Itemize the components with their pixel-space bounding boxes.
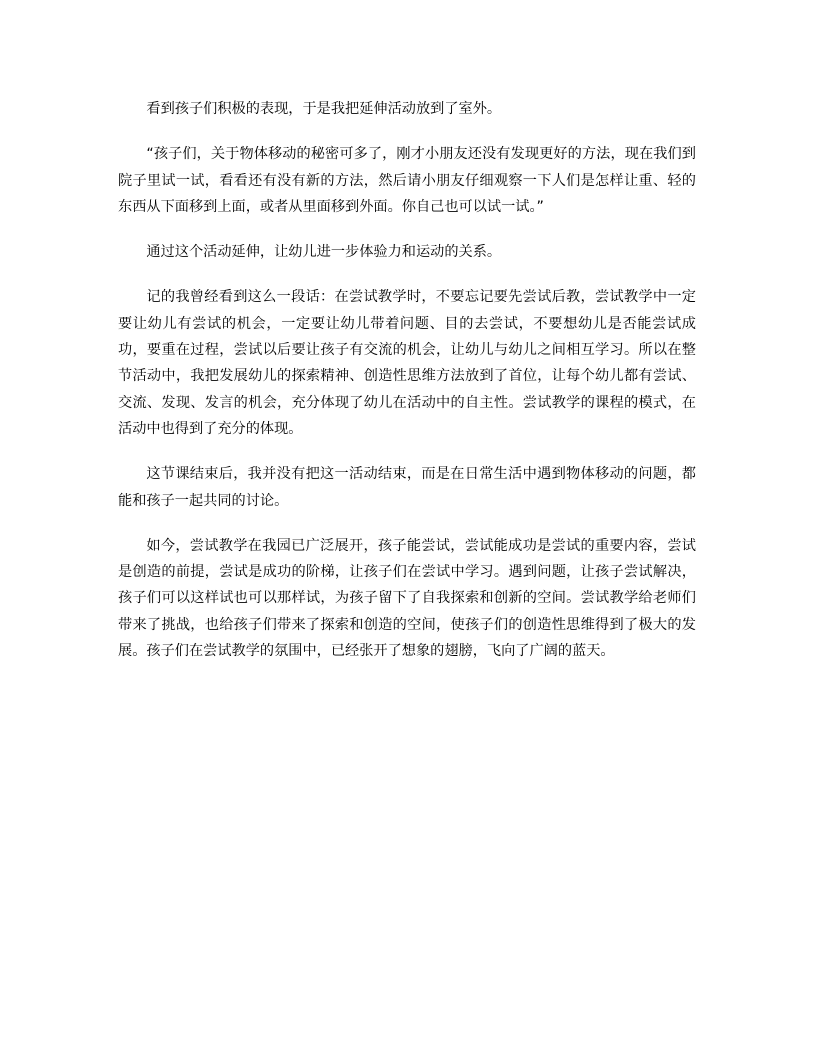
paragraph-4: 记的我曾经看到这么一段话：在尝试教学时，不要忘记要先尝试后教，尝试教学中一定要让幼儿有尝试的机会，一定要让幼儿带着问题、目的去尝试，不要想幼儿是否能尝试成功，要重在过程，尝试以后要让孩子有交流的机会，让幼儿与幼儿之间相互学习。所以在整节活动中，我把发展幼儿的探索精神、创造性思维方法放到了首位，让每个幼儿都有尝试、交流、发现、发言的机会，充分体现了幼儿在活动中的自主性。尝试教学的课程的模式，在活动中也得到了充分的体现。 — [118, 289, 696, 437]
paragraph-5: 这节课结束后，我并没有把这一活动结束，而是在日常生活中遇到物体移动的问题，都能和孩子一起共同的讨论。 — [118, 466, 696, 509]
document-body — [118, 96, 696, 683]
paragraph-1: 看到孩子们积极的表现，于是我把延伸活动放到了室外。 — [146, 101, 502, 117]
paragraph-3: 通过这个活动延伸，让幼儿进一步体验力和运动的关系。 — [146, 244, 502, 261]
paragraph-6: 如今，尝试教学在我园已广泛展开，孩子能尝试，尝试能成功是尝试的重要内容，尝试是创造的前提，尝试是成功的阶梯，让孩子们在尝试中学习。遇到问题，让孩子尝试解决，孩子们可以这样试也可以那样试，为孩子留下了自我探索和创新的空间。尝试教学给老师们带来了挑战，也给孩子们带来了探索和创造的空间，使孩子们的创造性思维得到了极大的发展。孩子们在尝试教学的氛围中，已经张开了想象的翅膀，飞向了广阔的蓝天。 — [118, 537, 696, 660]
paragraph-2: “孩子们，关于物体移动的秘密可多了，刚才小朋友还没有发现更好的方法，现在我们到院子里试一试，看看还有没有新的方法，然后请小朋友仔细观察一下人们是怎样让重、轻的东西从下面移到上面，或者从里面移到外面。你自己也可以试一试。” — [118, 146, 696, 215]
